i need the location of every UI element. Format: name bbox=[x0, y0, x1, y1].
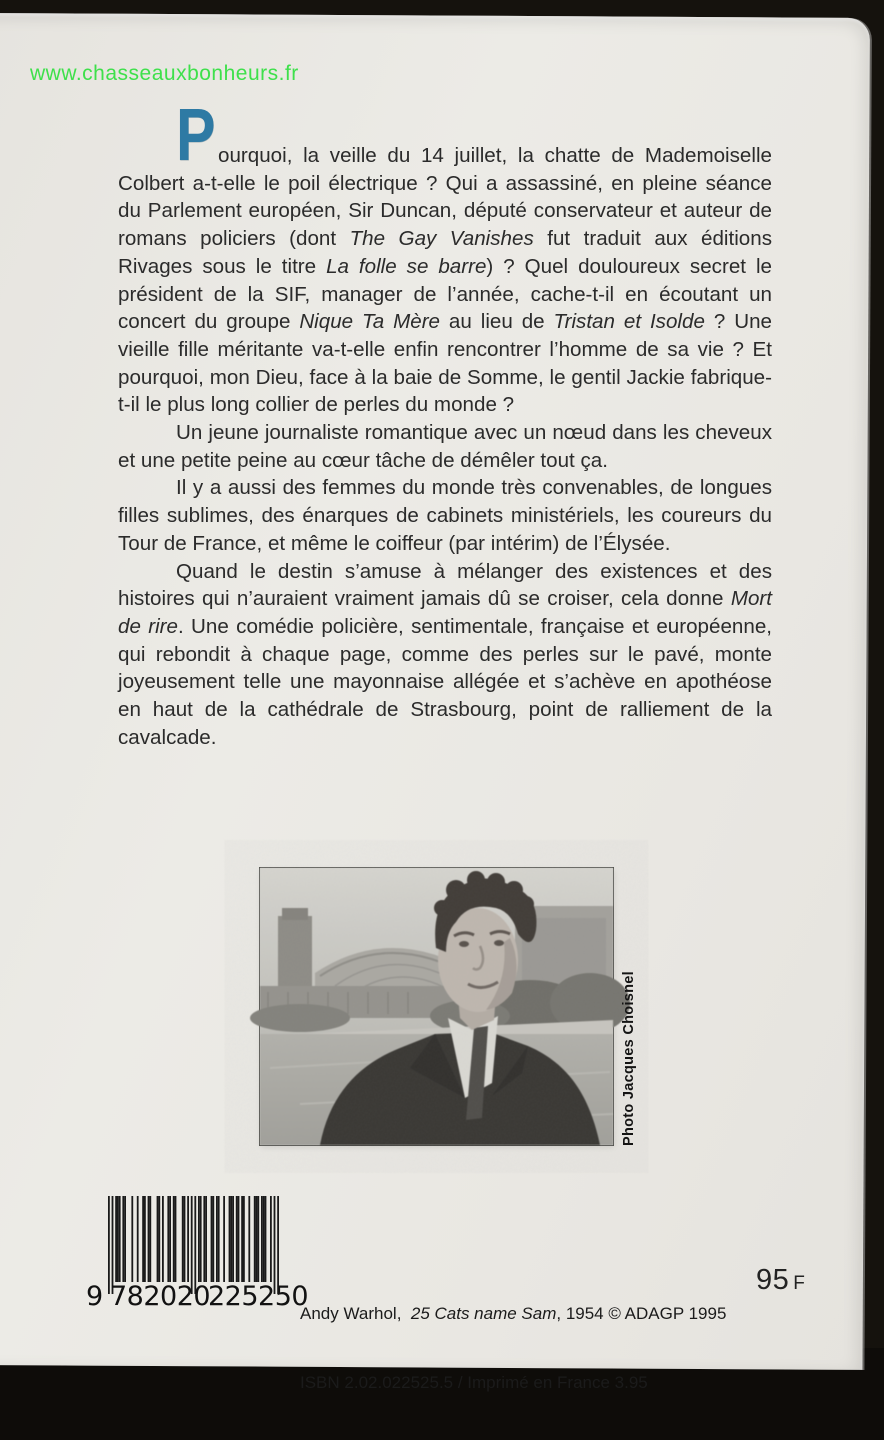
blurb-paragraph: Un jeune journaliste romantique avec un nœud dans les cheveux et une petite peine au cœur tâche de démêler tout ça. bbox=[118, 421, 772, 472]
price bbox=[756, 1264, 805, 1297]
barcode-digits bbox=[86, 1281, 309, 1312]
watermark-url: www.chasseauxbonheurs.fr bbox=[30, 62, 299, 85]
price-currency: F bbox=[793, 1273, 806, 1294]
author-photo-illustration bbox=[260, 868, 613, 1145]
photo-credit: Photo Jacques Choisnel bbox=[621, 971, 637, 1146]
blurb bbox=[118, 142, 772, 751]
blurb-paragraph: ourquoi, la veille du 14 juillet, la chatte de Mademoiselle Colbert a-t-elle le poil électrique ? Qui a assassiné, en pleine séance du Parlement européen, Sir Duncan, député conservateur et auteur de romans policiers (dont The Gay Vanishes fut traduit aux éditions Rivages sous le titre La folle se barre) ? Quel douloureux secret le président de la SIF, manager de l’année, cache-t-il en écoutant un concert du groupe Nique Ta Mère au lieu de Tristan et Isolde ? Une vieille fille méritante va-t-elle enfin rencontrer l’homme de sa vie ? Et pourquoi, mon Dieu, face à la baie de Somme, le gentil Jackie fabrique-t-il le plus long collier de perles du monde ? bbox=[118, 144, 772, 417]
price-amount: 95 bbox=[756, 1264, 790, 1296]
barcode-digit-group1: 782020 bbox=[110, 1281, 211, 1312]
barcode-digit-group2: 225250 bbox=[208, 1281, 309, 1312]
footer-credits bbox=[300, 1256, 740, 1440]
barcode-digit-first: 9 bbox=[86, 1281, 103, 1312]
isbn-line: ISBN 2.02.022525.5 / Imprimé en France 3.95 bbox=[300, 1373, 648, 1392]
author-photo bbox=[260, 868, 613, 1145]
drop-cap-initial: P bbox=[176, 93, 216, 176]
blurb-paragraph: Il y a aussi des femmes du monde très convenables, de longues filles sublimes, des énarques de cabinets ministériels, les coureurs du Tour de France, et même le coiffeur (par intérim) de l’Élysée. bbox=[118, 476, 772, 555]
artwork-credit-line: Andy Warhol, 25 Cats name Sam, 1954 © ADAGP 1995 bbox=[300, 1304, 727, 1323]
blurb-paragraph: Quand le destin s’amuse à mélanger des existences et des histoires qui n’auraient vraiment jamais dû se croiser, cela donne Mort de rire. Une comédie policière, sentimentale, française et européenne, qui rebondit à chaque page, comme des perles sur le pavé, monte joyeusement telle une mayonnaise allégée et s’achève en apothéose en haut de la cathédrale de Strasbourg, point de ralliement de la cavalcade. bbox=[118, 559, 772, 749]
